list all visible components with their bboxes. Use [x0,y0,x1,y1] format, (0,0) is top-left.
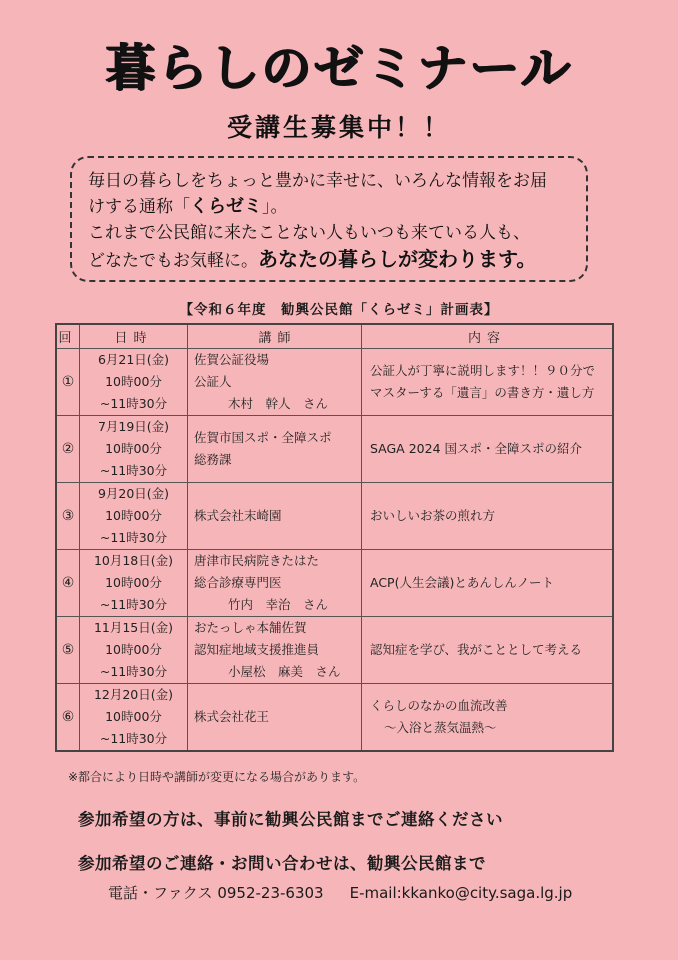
table-row [56,349,613,416]
content-line: SAGA 2024 国スポ・全障スポの紹介 [370,441,582,456]
session-time1: 10時00分 [105,709,162,724]
phone-fax: 電話・ファクス 0952-23-6303 [108,884,324,902]
session-datetime [80,617,188,684]
page-subtitle: 受講生募集中！！ [226,113,451,142]
page-title: 暮らしのゼミナール [105,39,573,97]
lecturer-line: 総務課 [194,452,232,467]
session-content [362,416,614,483]
table-row [56,550,613,617]
content-line: ACP(人生会議)とあんしんノート [370,575,554,590]
table-title: 【令和６年度 勧興公民館「くらゼミ」計画表】 [179,302,499,318]
content-line: 認知症を学び、我がこととして考える [370,642,583,657]
session-date: 12月20日(金) [93,687,174,702]
header-no: 回 [56,324,80,349]
session-time1: 10時00分 [105,441,162,456]
lecturer-line: 佐賀市国スポ・全障スポ [194,430,332,445]
intro-line-2-pre: けする通称「 [88,197,190,217]
session-date: 11月15日(金) [93,620,174,635]
session-number: ④ [56,550,80,617]
lecturer-line: 株式会社末崎園 [194,508,282,523]
session-date: 9月20日(金) [97,486,170,501]
session-time2: ~11時30分 [99,463,168,478]
apply-notice: 参加希望の方は、事前に勧興公民館までご連絡ください [78,810,503,829]
session-time2: ~11時30分 [99,396,168,411]
lecturer-line: 株式会社花王 [194,709,270,724]
intro-highlight: あなたの暮らしが変わります。 [258,247,537,271]
schedule-table [55,323,614,752]
session-number: ② [56,416,80,483]
intro-line-2 [88,194,574,220]
session-datetime [80,349,188,416]
intro-nickname: くらゼミ [190,196,262,217]
lecturer-line: 木村 幹人 さん [228,396,329,411]
table-row [56,617,613,684]
content-line: ～入浴と蒸気温熱～ [384,720,497,735]
session-date: 10月18日(金) [93,553,174,568]
session-time1: 10時00分 [105,374,162,389]
lecturer-line: 総合診療専門医 [194,575,282,590]
intro-box [70,156,588,282]
session-content [362,349,614,416]
inquiry-notice: 参加希望のご連絡・お問い合わせは、勧興公民館まで [78,854,486,873]
session-lecturer [188,550,362,617]
session-datetime [80,684,188,752]
lecturer-line: おたっしゃ本舗佐賀 [194,620,307,635]
intro-line-4 [88,246,574,274]
contact-info [108,882,588,903]
session-content [362,483,614,550]
intro-line-3: これまで公民館に来たことない人もいつも来ている人も、 [88,223,530,243]
email-address[interactable]: E-mail:kkanko@city.saga.lg.jp [349,884,573,902]
table-row [56,483,613,550]
header-lecturer: 講師 [188,324,362,349]
session-date: 7月19日(金) [97,419,170,434]
session-time2: ~11時30分 [99,597,168,612]
session-number: ⑥ [56,684,80,752]
lecturer-line: 小屋松 麻美 さん [228,664,341,679]
content-line: 公証人が丁寧に説明します！！９０分で [370,363,596,378]
session-datetime [80,483,188,550]
session-time1: 10時00分 [105,575,162,590]
session-lecturer [188,684,362,752]
session-number: ③ [56,483,80,550]
session-datetime [80,550,188,617]
session-time2: ~11時30分 [99,530,168,545]
session-number: ⑤ [56,617,80,684]
lecturer-line: 唐津市民病院きたはた [194,553,320,568]
session-lecturer [188,617,362,684]
session-content [362,617,614,684]
lecturer-line: 竹内 幸治 さん [228,597,329,612]
intro-line-1: 毎日の暮らしをちょっと豊かに幸せに、いろんな情報をお届 [88,171,547,191]
session-content [362,684,614,752]
schedule-note: ※都合により日時や講師が変更になる場合があります。 [68,770,366,784]
session-time2: ~11時30分 [99,731,168,746]
session-time1: 10時00分 [105,508,162,523]
content-line: おいしいお茶の煎れ方 [370,508,496,523]
lecturer-line: 公証人 [194,374,232,389]
session-lecturer [188,416,362,483]
content-line: くらしのなかの血流改善 [370,698,508,713]
session-lecturer [188,483,362,550]
table-header-row [56,324,613,349]
session-datetime [80,416,188,483]
lecturer-line: 佐賀公証役場 [194,352,270,367]
session-date: 6月21日(金) [97,352,170,367]
session-lecturer [188,349,362,416]
session-time1: 10時00分 [105,642,162,657]
table-row [56,684,613,752]
content-line: マスターする「遺言」の書き方・遺し方 [370,385,595,400]
session-content [362,550,614,617]
session-time2: ~11時30分 [99,664,168,679]
intro-line-2-post: 」。 [262,197,288,217]
table-row [56,416,613,483]
lecturer-line: 認知症地域支援推進員 [194,642,320,657]
header-datetime: 日時 [80,324,188,349]
session-number: ① [56,349,80,416]
intro-line-4-pre: どなたでもお気軽に。 [88,251,258,271]
header-content: 内容 [362,324,614,349]
